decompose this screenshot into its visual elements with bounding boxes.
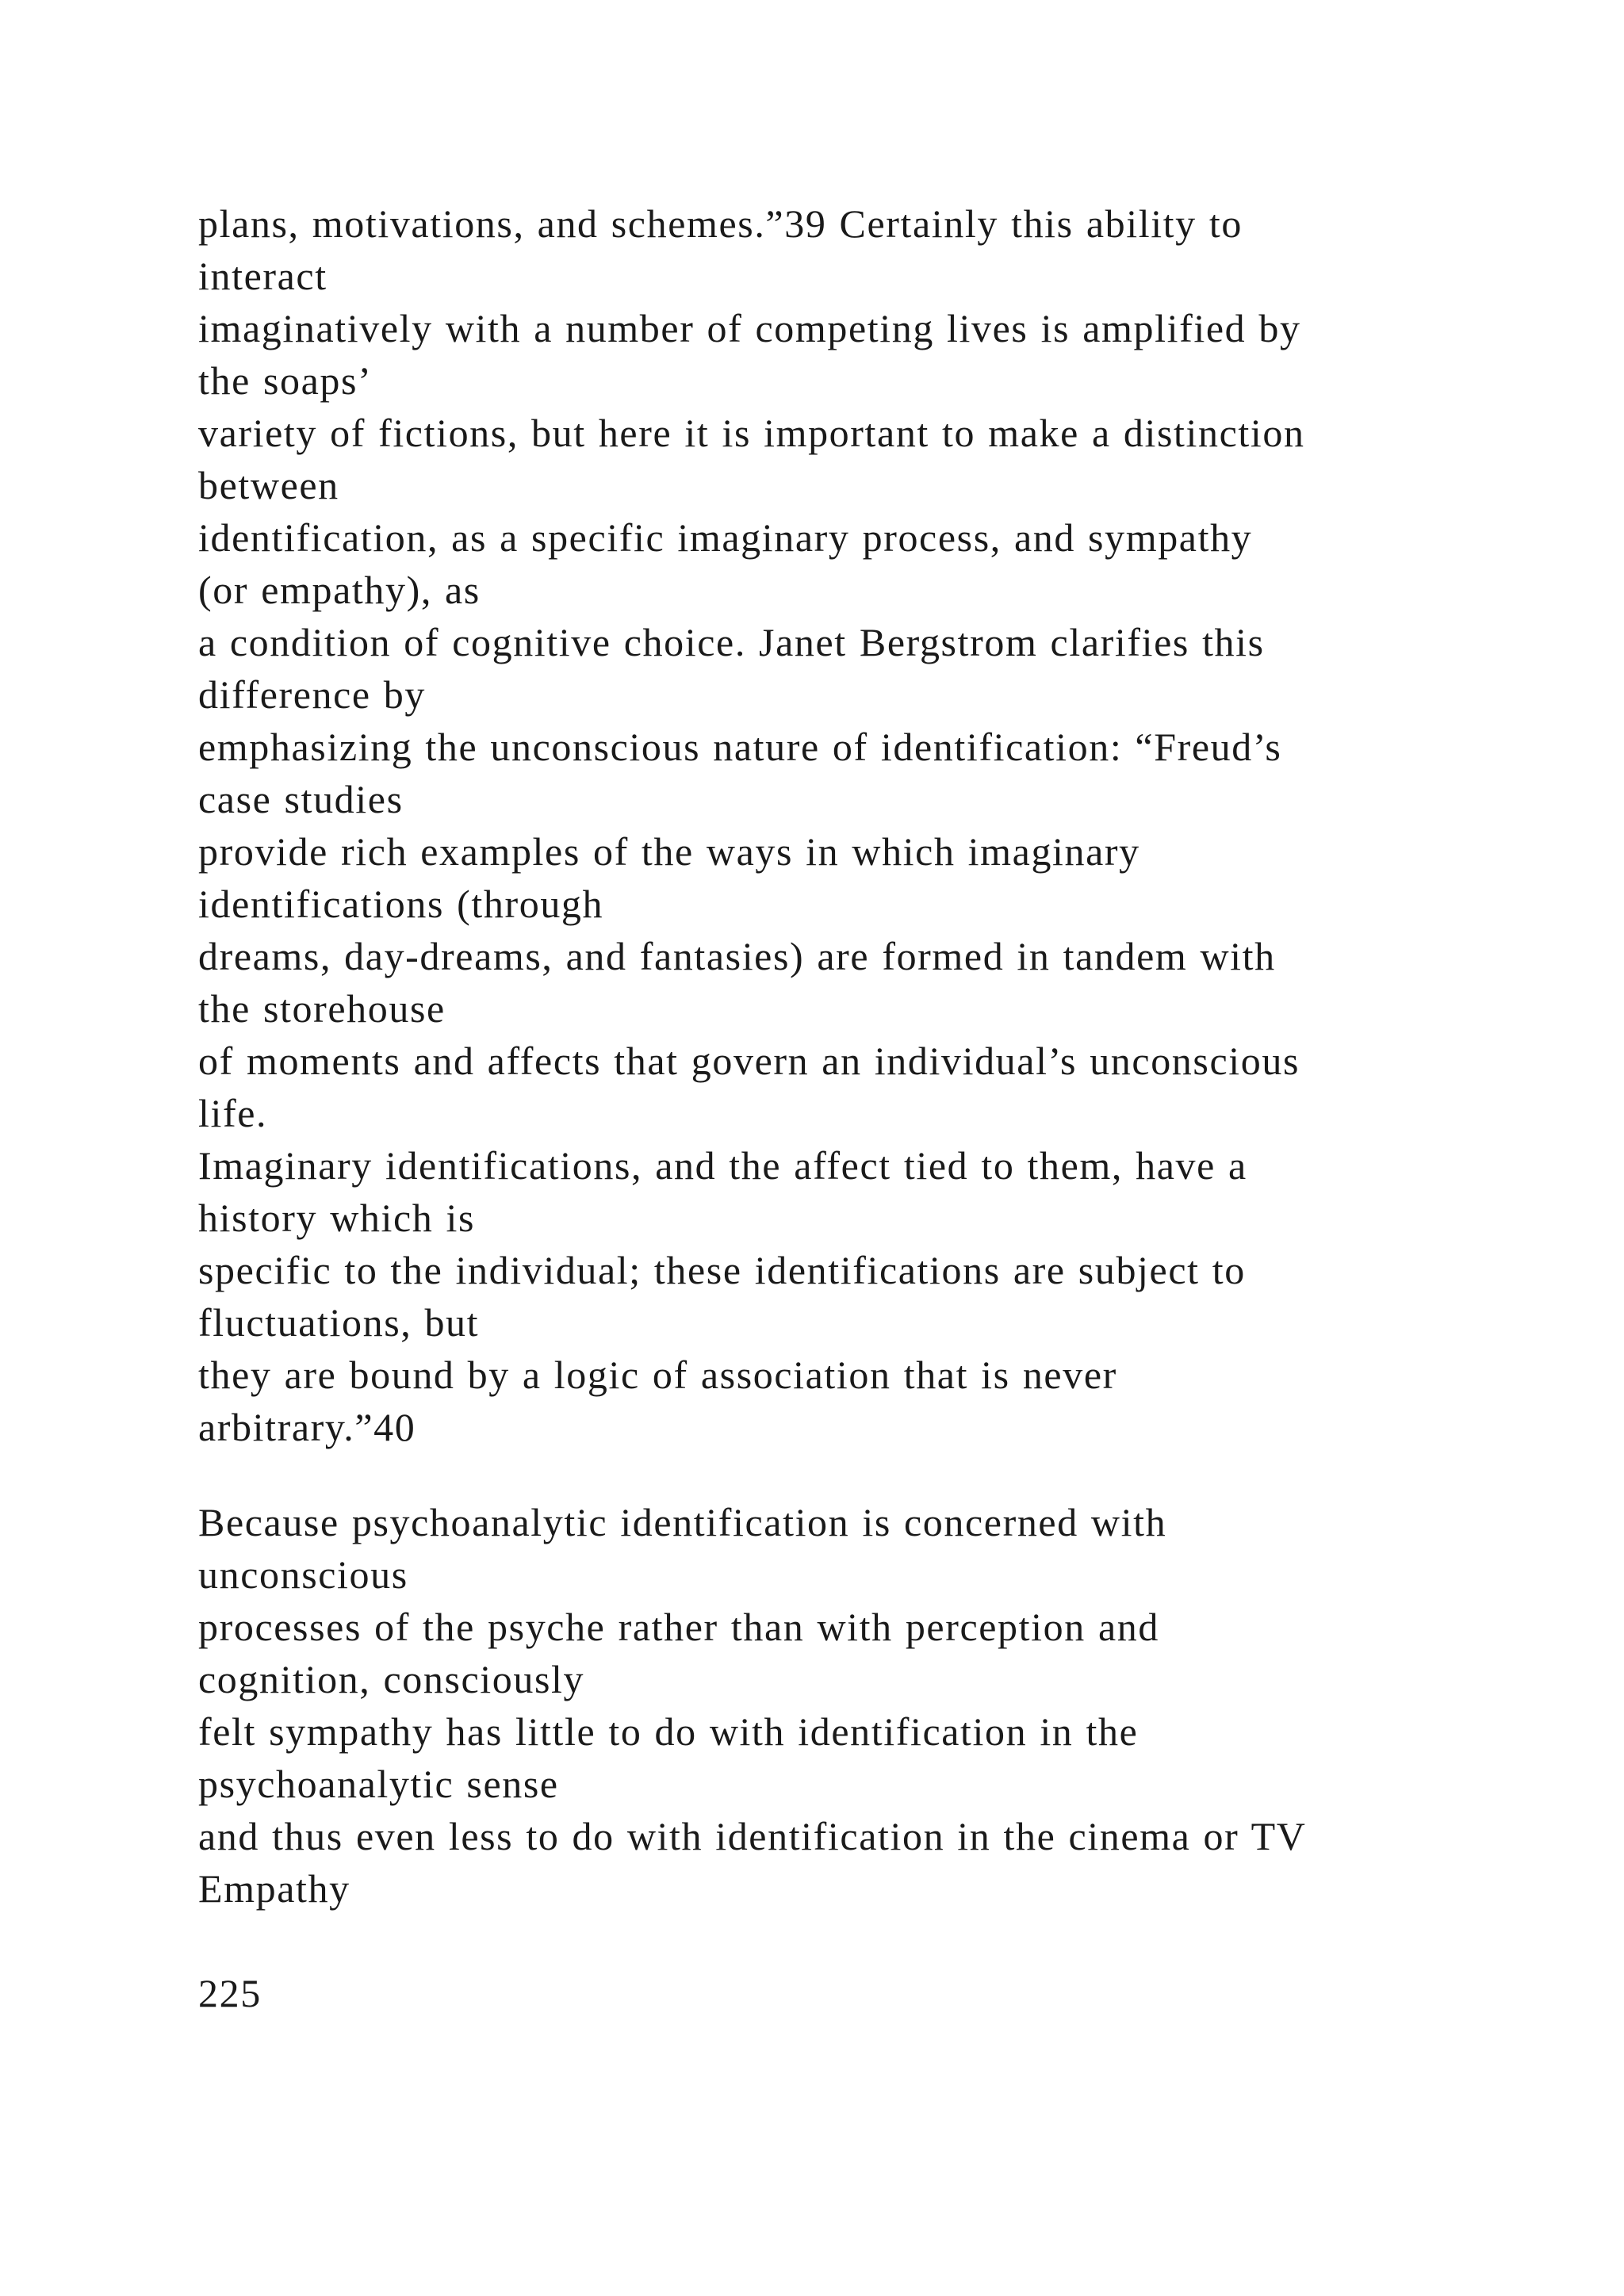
text-line: arbitrary.”40	[198, 1405, 416, 1449]
text-line: imaginatively with a number of competing lives is amplified by	[198, 306, 1301, 350]
text-line: felt sympathy has little to do with identification in the	[198, 1709, 1139, 1754]
text-line: variety of fictions, but here it is important to make a distinction	[198, 411, 1305, 455]
page-number	[198, 1967, 1546, 2019]
page-number-text: 225	[198, 1971, 262, 2015]
text-line: difference by	[198, 672, 427, 717]
text-line: case studies	[198, 777, 404, 821]
text-line: plans, motivations, and schemes.”39 Certainly this ability to	[198, 201, 1243, 246]
text-line: the storehouse	[198, 986, 446, 1031]
text-line: a condition of cognitive choice. Janet Bergstrom clarifies this	[198, 620, 1265, 664]
text-line: specific to the individual; these identifications are subject to	[198, 1248, 1246, 1292]
paragraph-1	[198, 197, 1546, 1453]
text-line: and thus even less to do with identification in the cinema or TV	[198, 1814, 1307, 1858]
text-line: of moments and affects that govern an individual’s unconscious	[198, 1039, 1300, 1083]
text-line: Imaginary identifications, and the affect tied to them, have a	[198, 1143, 1247, 1188]
text-line: unconscious	[198, 1552, 408, 1597]
text-line: cognition, consciously	[198, 1657, 585, 1701]
paragraph-2	[198, 1496, 1546, 1915]
text-line: Empathy	[198, 1866, 350, 1911]
text-line: life.	[198, 1091, 268, 1135]
text-line: processes of the psyche rather than with perception and	[198, 1605, 1159, 1649]
text-line: fluctuations, but	[198, 1300, 480, 1345]
text-line: identifications (through	[198, 882, 604, 926]
text-line: the soaps’	[198, 358, 373, 403]
text-line: (or empathy), as	[198, 568, 481, 612]
text-line: emphasizing the unconscious nature of identification: “Freud’s	[198, 725, 1282, 769]
text-line: interact	[198, 254, 327, 298]
text-line: they are bound by a logic of association that is never	[198, 1353, 1117, 1397]
text-line: psychoanalytic sense	[198, 1762, 559, 1806]
text-line: Because psychoanalytic identification is concerned with	[198, 1500, 1167, 1544]
text-line: history which is	[198, 1196, 476, 1240]
text-line: provide rich examples of the ways in which imaginary	[198, 829, 1140, 874]
text-line: identification, as a specific imaginary process, and sympathy	[198, 515, 1253, 560]
text-line: between	[198, 463, 339, 507]
text-line: dreams, day-dreams, and fantasies) are formed in tandem with	[198, 934, 1276, 978]
